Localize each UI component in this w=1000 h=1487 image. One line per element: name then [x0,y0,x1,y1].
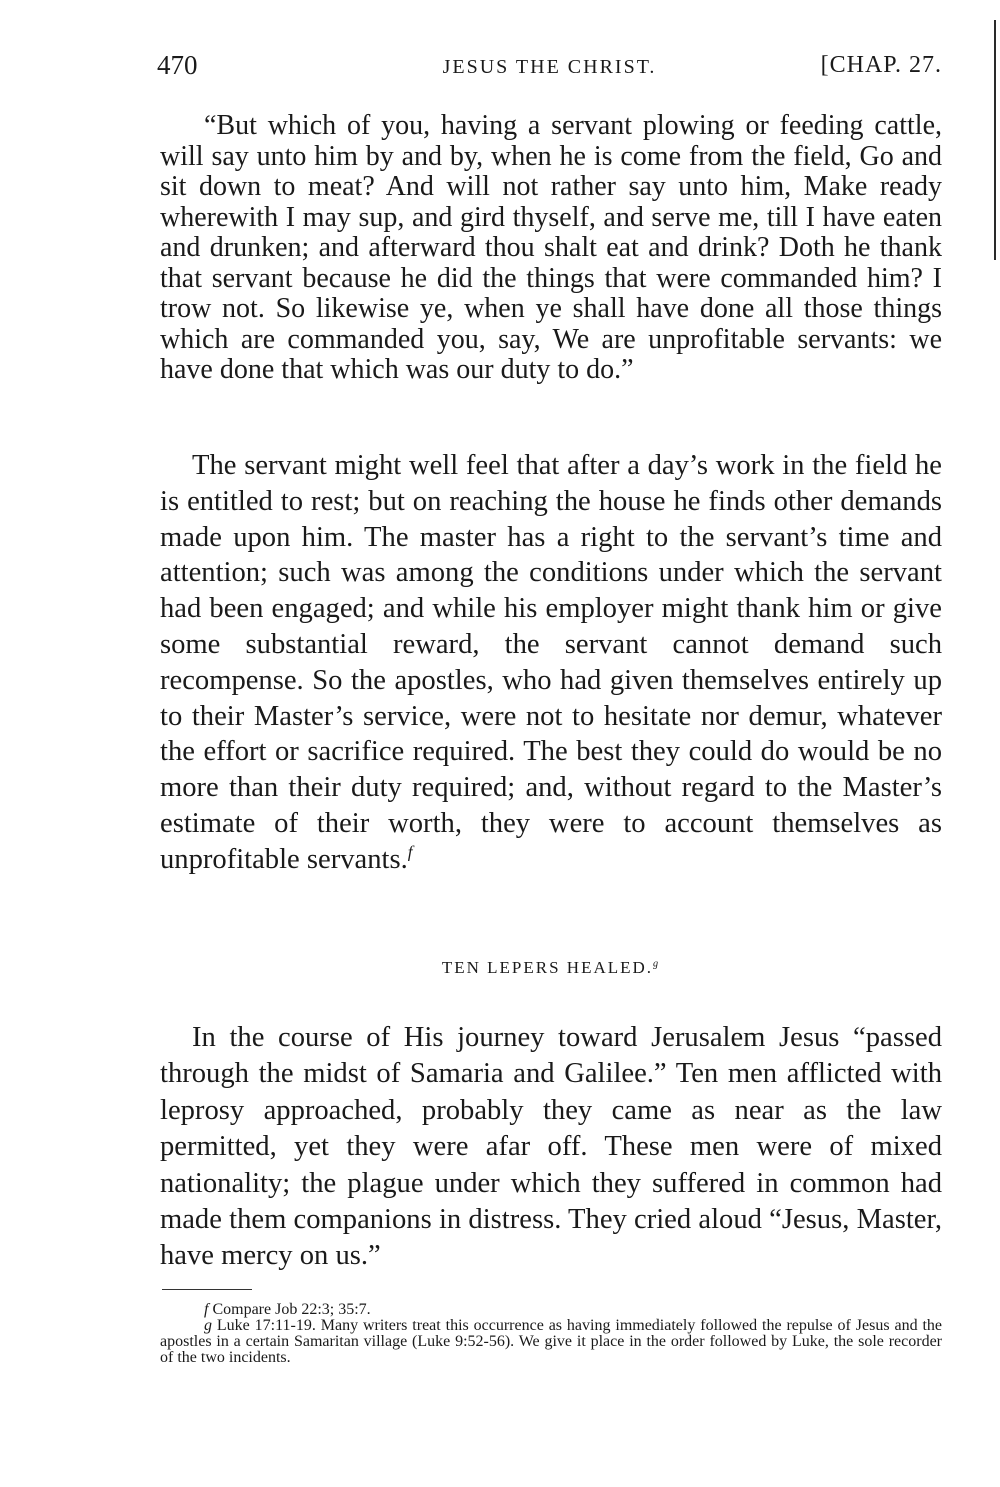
footnote-mark: g [204,1317,212,1334]
page-number: 470 [157,50,198,80]
footnote-ref-g[interactable]: g [653,958,661,970]
footnotes [160,1302,942,1366]
scripture-quotation: “But which of you, having a servant plowing or feeding cattle, will say unto him by and by, when he is come from the field, Go and sit down to meat? And will not rather say unto him, Make ready wherewith I may sup, and gird thyself, and serve me, till I have eaten and drunken; and afterward thou shalt eat and drink? Doth he thank that servant because he did the things that were commanded him? I trow not. So likewise ye, when ye shall have done all those things which are commanded you, say, We are unprofitable servants: we have done that which was our duty to do.” [160,110,942,385]
page-edge-line [994,20,996,260]
footnote-ref-f[interactable]: f [407,842,413,862]
commentary-paragraph [160,448,942,878]
section-heading [160,958,942,978]
footnote-text: Compare Job 22:3; 35:7. [212,1301,371,1318]
footnote-f [160,1302,942,1318]
running-header [157,48,942,82]
chapter-marker: [CHAP. 27. [820,52,942,78]
footnote-mark: f [204,1301,209,1318]
footnote-g [160,1318,942,1366]
commentary-text: The servant might well feel that after a day’s work in the field he is entitled to rest; but on reaching the house he finds other demands made upon him. The master has a right to the servant’s time and attention; such was among the conditions under which the servant had been engaged; and while his employer might thank him or give some substantial reward, the servant cannot demand such recompense. So the apostles, who had given themselves entirely up to their Master’s service, were not to hesitate nor demur, whatever the effort or sacrifice required. The best they could do would be no more than their duty required; and, without regard to the Master’s estimate of their worth, they were to account themselves as unprofitable servants. [160,450,942,875]
running-title: JESUS THE CHRIST. [442,56,657,78]
footnote-divider [162,1289,252,1290]
footnote-text: Luke 17:11-19. Many writers treat this occurrence as having immediately followed the repulse of Jesus and the apostles in a certain Samaritan village (Luke 9:52-56). We give it place in the order followed by Luke, the sole recorder of the two incidents. [160,1317,943,1366]
section-heading-text: TEN LEPERS HEALED. [441,958,654,977]
narrative-paragraph: In the course of His journey toward Jerusalem Jesus “passed through the midst of Samaria and Galilee.” Ten men afflicted with leprosy approached, probably they came as near as the law permitted, yet they were afar off. These men were of mixed nationality; the plague under which they suffered in common had made them companions in distress. They cried aloud “Jesus, Master, have mercy on us.” [160,1022,942,1272]
